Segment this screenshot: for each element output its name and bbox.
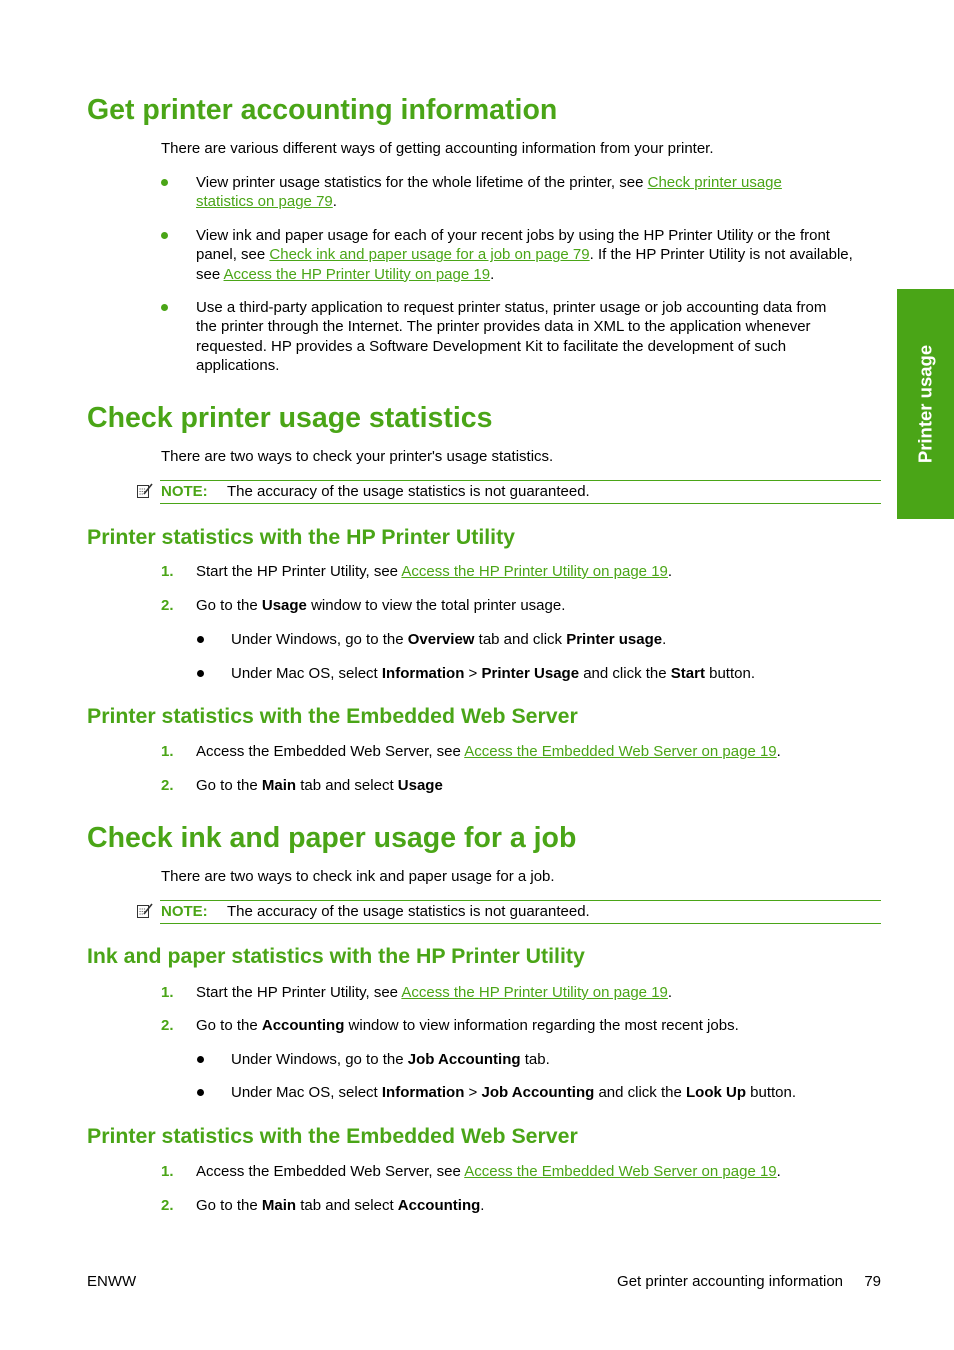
sub-step-text [231, 664, 755, 683]
step-end: . [776, 743, 781, 760]
step-text [196, 562, 672, 581]
step-number: 1. [161, 984, 174, 1001]
bullet-icon [196, 665, 206, 675]
sub-bold: Printer Usage [481, 665, 580, 682]
step-label: Go to the [196, 777, 262, 794]
step-text [196, 596, 565, 615]
step-text [196, 1162, 781, 1181]
heading-printer-stats-ews-job: Printer statistics with the Embedded Web Server [87, 1124, 578, 1148]
step-label: Start the HP Printer Utility, see [196, 984, 402, 1001]
step-bold: Usage [397, 777, 443, 794]
sub-label: Under Mac OS, select [231, 1084, 382, 1101]
note-box [160, 480, 881, 504]
link-check-printer-usage-page[interactable]: statistics on page 79 [196, 193, 333, 211]
step-text [196, 776, 443, 795]
step-label: window to view the total printer usage. [306, 597, 566, 614]
step-label: Go to the [196, 1197, 262, 1214]
step-label: Access the Embedded Web Server, see [196, 743, 465, 760]
section1-bullet2 [196, 226, 886, 284]
sub-label: tab and click [474, 631, 567, 648]
note-box [160, 900, 881, 924]
bullet2-end: . [490, 265, 495, 283]
bullet3-line: applications. [196, 356, 280, 374]
bullet1-text: View printer usage statistics for the whole lifetime of the printer, see [196, 174, 648, 191]
heading-check-printer-usage: Check printer usage statistics [87, 402, 493, 434]
footer-page-number: 79 [864, 1273, 881, 1290]
bullet-icon [160, 174, 170, 184]
bullet-icon [160, 227, 170, 237]
link-check-printer-usage[interactable]: Check printer usage [647, 174, 782, 191]
bullet3-line: the printer through the Internet. The printer provides data in XML to the application whenever [196, 318, 811, 336]
sub-label: Under Mac OS, select [231, 665, 382, 682]
step-end: . [667, 563, 673, 580]
step-bold: Usage [261, 597, 307, 614]
link-access-ews[interactable]: Access the Embedded Web Server on page 19 [464, 1163, 777, 1180]
sub-label: and click the [594, 1084, 686, 1101]
side-tab [897, 289, 954, 519]
heading-get-printer-accounting: Get printer accounting information [87, 94, 558, 126]
step-text [196, 983, 672, 1002]
sub-label: button. [746, 1084, 797, 1101]
heading-check-ink-paper-usage: Check ink and paper usage for a job [87, 822, 577, 854]
bullet2-text-d: see [196, 265, 224, 283]
note-label: NOTE: [161, 903, 208, 920]
link-access-hp-printer-utility[interactable]: Access the HP Printer Utility on page 19 [401, 563, 668, 580]
sub-step-text [231, 1083, 796, 1102]
step-end: . [776, 1163, 781, 1180]
bullet-icon [196, 631, 206, 641]
link-access-ews[interactable]: Access the Embedded Web Server on page 19 [464, 743, 777, 760]
step-end: . [667, 984, 673, 1001]
step-text [196, 742, 781, 761]
sub-bold: Printer usage [566, 631, 663, 648]
bullet-icon [160, 299, 170, 309]
sub-bold: Information [381, 665, 465, 682]
step-label: tab and select [296, 1197, 398, 1214]
link-check-ink-paper-usage[interactable]: Check ink and paper usage for a job on page 79 [269, 246, 590, 264]
note-text: The accuracy of the usage statistics is not guaranteed. [227, 903, 590, 920]
section2-intro: There are two ways to check your printer's usage statistics. [161, 448, 554, 465]
bullet1-end: . [332, 193, 337, 211]
step-bold: Accounting [397, 1197, 481, 1214]
step-label: tab and select [296, 777, 398, 794]
bullet2-text-c: . If the HP Printer Utility is not available, [589, 246, 853, 264]
step-label: Start the HP Printer Utility, see [196, 563, 402, 580]
step-number: 1. [161, 563, 174, 580]
sub-label: . [662, 631, 667, 648]
step-number: 2. [161, 777, 174, 794]
heading-printer-stats-hp-utility: Printer statistics with the HP Printer Utility [87, 525, 516, 549]
step-number: 1. [161, 743, 174, 760]
bullet3-line: Use a third-party application to request printer status, printer usage or job accounting data from [196, 299, 827, 316]
sub-label: Under Windows, go to the [231, 1051, 408, 1068]
sub-label: button. [704, 665, 755, 682]
note-pencil-icon [136, 482, 154, 500]
step-number: 2. [161, 597, 174, 614]
sub-label: and click the [579, 665, 671, 682]
step-label: Access the Embedded Web Server, see [196, 1163, 465, 1180]
footer-enww: ENWW [87, 1273, 137, 1290]
section3-intro: There are two ways to check ink and paper usage for a job. [161, 868, 555, 885]
note-pencil-icon [136, 902, 154, 920]
step-label: Go to the [196, 1017, 262, 1034]
bullet-icon [196, 1051, 206, 1061]
step-number: 2. [161, 1197, 174, 1214]
bullet2-text: View ink and paper usage for each of your recent jobs by using the HP Printer Utility or the front [196, 227, 830, 244]
step-number: 2. [161, 1017, 174, 1034]
bullet-icon [196, 1084, 206, 1094]
step-bold: Main [261, 1197, 297, 1214]
sub-bold: Look Up [686, 1084, 746, 1101]
heading-printer-stats-ews: Printer statistics with the Embedded Web Server [87, 704, 578, 728]
sub-step-text [231, 1050, 550, 1069]
sub-bold: Job Accounting [407, 1051, 521, 1068]
note-text: The accuracy of the usage statistics is not guaranteed. [227, 483, 590, 500]
bullet2-text-b: panel, see [196, 246, 270, 264]
sub-bold: Overview [407, 631, 475, 648]
sub-bold: Start [670, 665, 705, 682]
heading-ink-paper-stats-hp-utility: Ink and paper statistics with the HP Printer Utility [87, 944, 585, 968]
step-label: Go to the [196, 597, 262, 614]
step-bold: Accounting [261, 1017, 345, 1034]
footer-title: Get printer accounting information [617, 1273, 843, 1290]
sub-step-text [231, 630, 666, 649]
link-access-hp-printer-utility[interactable]: Access the HP Printer Utility on page 19 [401, 984, 668, 1001]
step-label: window to view information regarding the most recent jobs. [344, 1017, 739, 1034]
side-tab-label: Printer usage [914, 344, 936, 464]
step-text [196, 1016, 739, 1035]
sub-label: Under Windows, go to the [231, 631, 408, 648]
section1-intro: There are various different ways of getting accounting information from your printer. [161, 140, 714, 157]
step-text [196, 1196, 484, 1215]
sub-bold: Job Accounting [481, 1084, 595, 1101]
step-number: 1. [161, 1163, 174, 1180]
link-access-hp-printer-utility[interactable]: Access the HP Printer Utility on page 19 [223, 265, 491, 283]
sub-label: > [464, 1084, 482, 1101]
step-bold: Main [261, 777, 297, 794]
sub-label: tab. [520, 1051, 550, 1068]
sub-label: > [464, 665, 482, 682]
sub-bold: Information [381, 1084, 465, 1101]
step-label: . [480, 1197, 485, 1214]
bullet3-line: requested. HP provides a Software Development Kit to facilitate the development of such [196, 337, 787, 355]
section1-bullet3 [196, 298, 886, 375]
section1-bullet1 [196, 173, 886, 212]
note-label: NOTE: [161, 483, 208, 500]
